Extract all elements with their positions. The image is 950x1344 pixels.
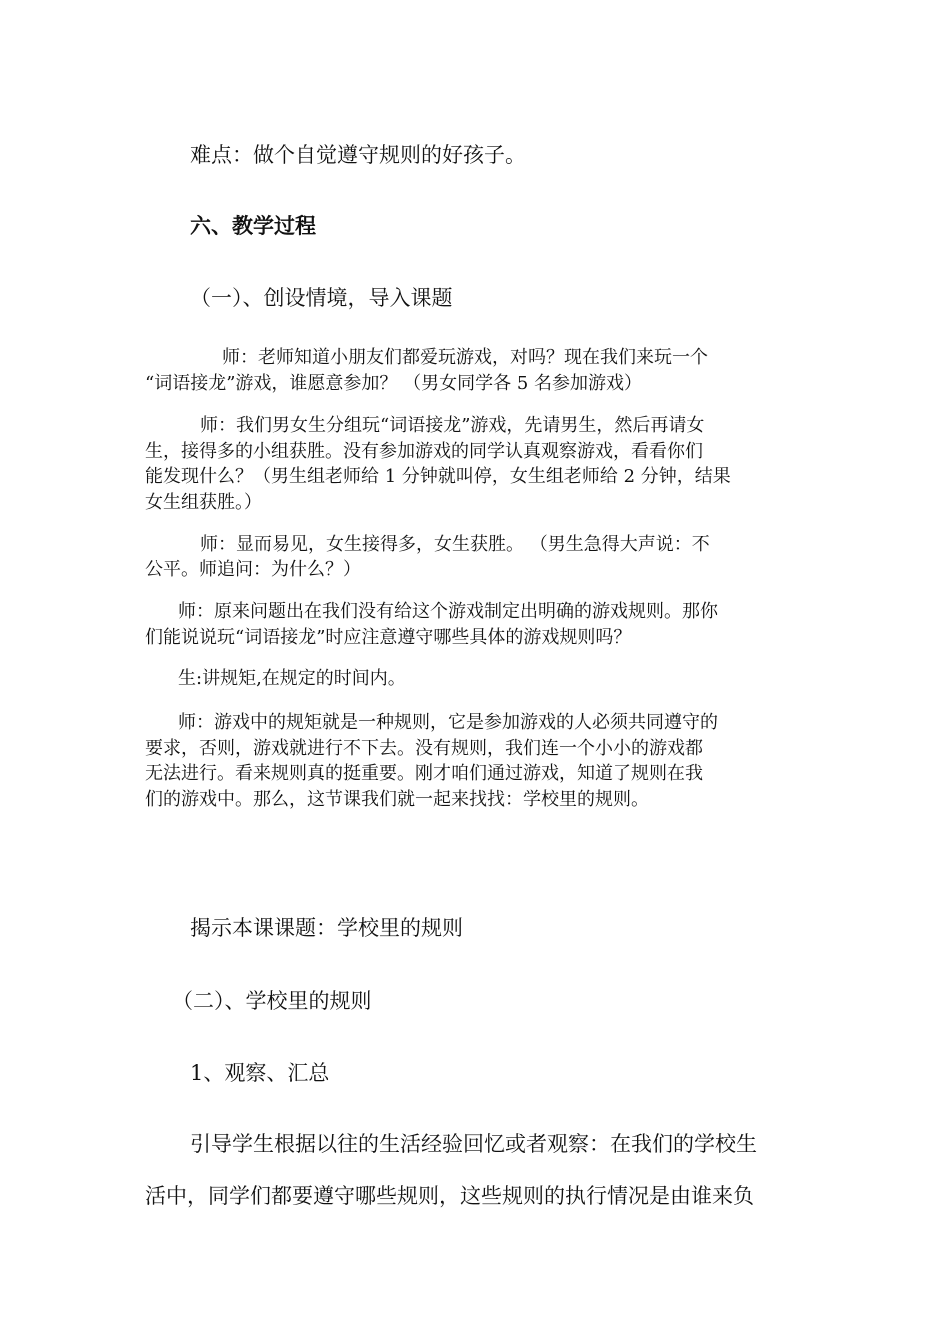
paragraph-2-line-2: 生，接得多的小组获胜。没有参加游戏的同学认真观察游戏，看看你们: [145, 441, 703, 462]
lesson-topic-reveal: 揭示本课课题：学校里的规则: [190, 916, 463, 940]
paragraph-2-line-1: 师：我们男女生分组玩“词语接龙”游戏，先请男生，然后再请女: [200, 415, 705, 436]
paragraph-3-line-2: 公平。师追问：为什么？）: [145, 559, 361, 580]
paragraph-5-line-1: 生:讲规矩,在规定的时间内。: [178, 668, 406, 689]
section-heading-teaching-process: 六、教学过程: [190, 213, 316, 238]
paragraph-2-line-3: 能发现什么？（男生组老师给 1 分钟就叫停，女生组老师给 2 分钟，结果: [145, 466, 731, 487]
paragraph-2-line-4: 女生组获胜。）: [145, 492, 262, 513]
paragraph-1-line-2: “词语接龙”游戏，谁愿意参加？ （男女同学各 5 名参加游戏）: [145, 373, 643, 394]
subsection-heading-1: （一）、创设情境，导入课题: [190, 286, 453, 310]
paragraph-3-line-1: 师：显而易见，女生接得多，女生获胜。 （男生急得大声说：不: [200, 534, 710, 555]
subsection-heading-2: （二）、学校里的规则: [172, 989, 372, 1013]
paragraph-6-line-1: 师：游戏中的规矩就是一种规则，它是参加游戏的人必须共同遵守的: [178, 712, 718, 733]
paragraph-7-line-2: 活中，同学们都要遵守哪些规则，这些规则的执行情况是由谁来负: [145, 1184, 754, 1208]
difficulty-point: 难点：做个自觉遵守规则的好孩子。: [190, 143, 526, 167]
paragraph-4-line-2: 们能说说玩“词语接龙”时应注意遵守哪些具体的游戏规则吗？: [145, 627, 632, 648]
paragraph-1-line-1: 师：老师知道小朋友们都爱玩游戏，对吗？现在我们来玩一个: [222, 347, 708, 368]
paragraph-6-line-4: 们的游戏中。那么，这节课我们就一起来找找：学校里的规则。: [145, 789, 649, 810]
paragraph-6-line-3: 无法进行。看来规则真的挺重要。刚才咱们通过游戏，知道了规则在我: [145, 763, 703, 784]
paragraph-7-line-1: 引导学生根据以往的生活经验回忆或者观察：在我们的学校生: [190, 1132, 757, 1156]
paragraph-6-line-2: 要求，否则，游戏就进行不下去。没有规则，我们连一个小小的游戏都: [145, 738, 703, 759]
paragraph-4-line-1: 师：原来问题出在我们没有给这个游戏制定出明确的游戏规则。那你: [178, 601, 718, 622]
step-heading-1: 1、观察、汇总: [190, 1061, 330, 1085]
